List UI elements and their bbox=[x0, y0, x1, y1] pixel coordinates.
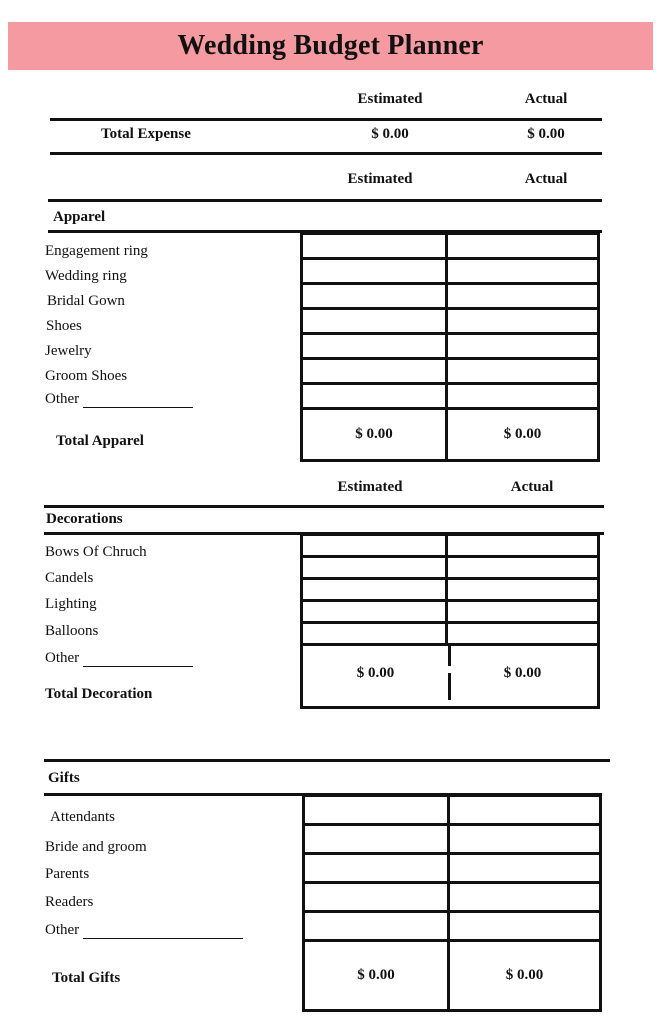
total-label-decoration: Total Decoration bbox=[45, 686, 153, 702]
summary-rule-top bbox=[50, 118, 602, 121]
apparel-cell-estimated-7[interactable] bbox=[303, 385, 448, 407]
gifts-cell-actual-4[interactable] bbox=[450, 884, 599, 910]
decorations-cell-estimated-5[interactable] bbox=[303, 624, 448, 643]
gifts-total-estimated: $ 0.00 bbox=[305, 942, 450, 1009]
item-label-apparel-other bbox=[45, 391, 193, 408]
item-label-apparel-other-text: Other bbox=[45, 391, 80, 407]
table-row bbox=[303, 536, 597, 558]
decorations-column-headers bbox=[0, 479, 661, 501]
item-label-gifts-other bbox=[45, 922, 243, 939]
decorations-cell-actual-3[interactable] bbox=[448, 580, 597, 599]
decorations-divider-lower bbox=[448, 673, 451, 700]
item-label-attendants: Attendants bbox=[50, 809, 115, 825]
apparel-cell-estimated-6[interactable] bbox=[303, 360, 448, 382]
item-label-groom-shoes: Groom Shoes bbox=[45, 368, 128, 384]
table-row bbox=[303, 624, 597, 646]
gifts-rule-top bbox=[44, 759, 610, 762]
table-row bbox=[305, 797, 599, 826]
item-label-parents: Parents bbox=[45, 866, 90, 882]
item-label-bride-and-groom: Bride and groom bbox=[45, 839, 147, 855]
title-banner bbox=[8, 22, 653, 70]
table-row bbox=[305, 826, 599, 855]
gifts-total-actual: $ 0.00 bbox=[505, 967, 544, 983]
table-row bbox=[303, 260, 597, 285]
summary-header-actual: Actual bbox=[524, 91, 568, 107]
summary-total-expense-estimated: $ 0.00 bbox=[371, 126, 409, 142]
page-title: Wedding Budget Planner bbox=[177, 30, 484, 61]
apparel-cell-estimated-2[interactable] bbox=[303, 260, 448, 282]
apparel-cell-estimated-1[interactable] bbox=[303, 235, 448, 257]
table-row bbox=[305, 884, 599, 913]
apparel-column-headers bbox=[0, 171, 661, 193]
apparel-rule-top bbox=[48, 199, 602, 202]
decorations-cell-estimated-1[interactable] bbox=[303, 536, 448, 555]
decorations-cell-actual-5[interactable] bbox=[448, 624, 597, 643]
item-label-decorations-other bbox=[45, 650, 193, 667]
section-title-apparel: Apparel bbox=[53, 209, 106, 225]
gifts-other-write-in-line[interactable] bbox=[83, 925, 243, 939]
decorations-other-write-in-line[interactable] bbox=[83, 653, 193, 667]
apparel-cell-actual-3[interactable] bbox=[448, 285, 597, 307]
item-label-engagement-ring: Engagement ring bbox=[45, 243, 148, 259]
table-row bbox=[303, 385, 597, 410]
summary-rule-bottom bbox=[50, 152, 602, 155]
decorations-cell-estimated-4[interactable] bbox=[303, 602, 448, 621]
apparel-entry-grid bbox=[300, 232, 600, 462]
apparel-header-estimated: Estimated bbox=[347, 171, 413, 187]
apparel-cell-estimated-5[interactable] bbox=[303, 335, 448, 357]
table-row bbox=[303, 235, 597, 260]
table-row bbox=[303, 558, 597, 580]
decorations-entry-grid bbox=[300, 533, 600, 709]
decorations-cell-actual-2[interactable] bbox=[448, 558, 597, 577]
section-title-decorations: Decorations bbox=[46, 511, 123, 527]
gifts-cell-estimated-5[interactable] bbox=[305, 913, 450, 939]
decorations-total-actual: $ 0.00 bbox=[503, 664, 542, 681]
gifts-cell-estimated-4[interactable] bbox=[305, 884, 450, 910]
table-row bbox=[303, 360, 597, 385]
table-row bbox=[303, 310, 597, 335]
section-title-gifts: Gifts bbox=[48, 770, 80, 786]
gifts-cell-actual-5[interactable] bbox=[450, 913, 599, 939]
apparel-header-actual: Actual bbox=[524, 171, 568, 187]
gifts-cell-estimated-3[interactable] bbox=[305, 855, 450, 881]
apparel-cell-estimated-3[interactable] bbox=[303, 285, 448, 307]
summary-header-estimated: Estimated bbox=[357, 91, 423, 107]
gifts-entry-grid bbox=[302, 794, 602, 1012]
item-label-balloons: Balloons bbox=[45, 623, 99, 639]
apparel-cell-actual-4[interactable] bbox=[448, 310, 597, 332]
item-label-gifts-other-text: Other bbox=[45, 922, 80, 938]
table-row bbox=[305, 855, 599, 884]
gifts-cell-actual-2[interactable] bbox=[450, 826, 599, 852]
decorations-cell-estimated-3[interactable] bbox=[303, 580, 448, 599]
apparel-cell-actual-6[interactable] bbox=[448, 360, 597, 382]
apparel-total-row bbox=[303, 410, 597, 459]
apparel-cell-actual-2[interactable] bbox=[448, 260, 597, 282]
gifts-total-row bbox=[305, 942, 599, 1009]
summary-total-expense-actual: $ 0.00 bbox=[527, 126, 565, 142]
item-label-shoes: Shoes bbox=[46, 318, 82, 334]
table-row bbox=[303, 602, 597, 624]
decorations-cell-actual-4[interactable] bbox=[448, 602, 597, 621]
decorations-divider-upper bbox=[448, 646, 451, 666]
item-label-candels: Candels bbox=[45, 570, 94, 586]
gifts-cell-estimated-2[interactable] bbox=[305, 826, 450, 852]
summary-column-headers bbox=[0, 91, 661, 113]
item-label-bridal-gown: Bridal Gown bbox=[47, 293, 125, 309]
apparel-cell-actual-7[interactable] bbox=[448, 385, 597, 407]
apparel-cell-estimated-4[interactable] bbox=[303, 310, 448, 332]
summary-total-expense-label: Total Expense bbox=[101, 126, 191, 142]
item-label-decorations-other-text: Other bbox=[45, 650, 80, 666]
total-label-apparel: Total Apparel bbox=[56, 433, 144, 449]
gifts-cell-estimated-1[interactable] bbox=[305, 797, 450, 823]
apparel-cell-actual-1[interactable] bbox=[448, 235, 597, 257]
gifts-cell-actual-1[interactable] bbox=[450, 797, 599, 823]
item-label-wedding-ring: Wedding ring bbox=[45, 268, 127, 284]
decorations-cell-estimated-2[interactable] bbox=[303, 558, 448, 577]
item-label-lighting: Lighting bbox=[45, 596, 97, 612]
decorations-total-estimated: $ 0.00 bbox=[356, 664, 395, 681]
decorations-header-actual: Actual bbox=[510, 479, 554, 495]
table-row bbox=[305, 913, 599, 942]
decorations-rule-top bbox=[44, 505, 604, 508]
decorations-cell-actual-1[interactable] bbox=[448, 536, 597, 555]
item-label-bows-of-chruch: Bows Of Chruch bbox=[45, 544, 147, 560]
apparel-total-estimated: $ 0.00 bbox=[303, 410, 448, 459]
table-row bbox=[303, 335, 597, 360]
table-row bbox=[303, 580, 597, 602]
decorations-total-row bbox=[303, 646, 597, 700]
apparel-other-write-in-line[interactable] bbox=[83, 394, 193, 408]
item-label-readers: Readers bbox=[45, 894, 94, 910]
apparel-cell-actual-5[interactable] bbox=[448, 335, 597, 357]
gifts-cell-actual-3[interactable] bbox=[450, 855, 599, 881]
total-label-gifts: Total Gifts bbox=[52, 970, 121, 986]
decorations-header-estimated: Estimated bbox=[337, 479, 403, 495]
item-label-jewelry: Jewelry bbox=[45, 343, 92, 359]
table-row bbox=[303, 285, 597, 310]
apparel-total-actual: $ 0.00 bbox=[503, 426, 542, 442]
